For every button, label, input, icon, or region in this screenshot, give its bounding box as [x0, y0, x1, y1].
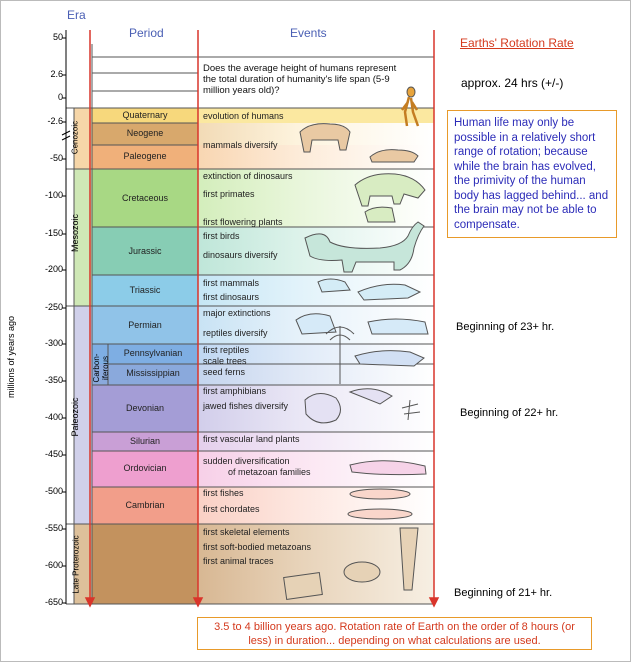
sauropod-icon	[305, 222, 424, 272]
tick-label: -2.6	[47, 116, 63, 126]
event-item: first dinosaurs	[203, 292, 260, 302]
tick-label: -450	[44, 449, 63, 459]
y-axis-label: millions of years ago	[6, 315, 16, 399]
era-label-late-proterozoic: Late Proterozoic	[71, 535, 81, 594]
event-item: first vascular land plants	[203, 434, 300, 444]
period-label-mississippian: Mississippian	[126, 368, 180, 378]
scale-tree-icon	[326, 326, 354, 384]
rotation-22hr: Beginning of 22+ hr.	[460, 407, 559, 419]
tick-label: -250	[44, 302, 63, 312]
nautiloid-icon	[350, 461, 426, 475]
period-label-paleogene: Paleogene	[123, 151, 167, 161]
tick-label: -500	[44, 486, 63, 496]
era-label-mesozoic: Mesozoic	[70, 214, 80, 253]
mammal-icon	[300, 124, 418, 162]
era-label-cenozoic: Cenozoic	[70, 120, 80, 155]
period-label-pennsylvanian: Pennsylvanian	[123, 348, 183, 358]
tick-label: -50	[49, 153, 63, 163]
early-earth-rotation-note: 3.5 to 4 billion years ago. Rotation rate of Earth on the order of 8 hours (or less) in duration... depending on what calculations are used.	[197, 617, 592, 650]
event-item: first skeletal elements	[203, 527, 290, 537]
event-item: scale trees	[203, 356, 247, 366]
period-label-cambrian: Cambrian	[125, 500, 165, 510]
human-height-question: Does the average height of humans represent the total duration of humanity's life span (5-9 million years old)?	[203, 63, 397, 96]
tick-label: -400	[44, 412, 63, 422]
event-item: first primates	[203, 189, 255, 199]
tick-label: -600	[44, 560, 63, 570]
period-label-jurassic: Jurassic	[128, 246, 162, 256]
header-period: Period	[129, 26, 164, 40]
tick-label: -350	[44, 375, 63, 385]
event-item: dinosaurs diversify	[203, 250, 278, 260]
reptile-icon	[318, 279, 420, 300]
human-figure-icon	[402, 87, 418, 126]
event-item: first soft-bodied metazoans	[203, 542, 312, 552]
event-item: first mammals	[203, 278, 259, 288]
event-item: mammals diversify	[203, 140, 278, 150]
event-item: of metazoan families	[228, 467, 311, 477]
tick-label: -100	[44, 190, 63, 200]
rotation-approx-24: approx. 24 hrs (+/-)	[461, 76, 564, 90]
event-item: first amphibians	[203, 386, 267, 396]
human-life-note: Human life may only be possible in a relatively short range of rotation; because while the brain has evolved, the primivity of the human body has lagged behind... and the brain may not be able to compensate.	[447, 110, 617, 238]
period-label-silurian: Silurian	[129, 436, 160, 446]
amphibian-icon	[355, 351, 424, 366]
event-item: first reptiles	[203, 345, 250, 355]
period-label-permian: Permian	[128, 320, 162, 330]
tick-label: -550	[44, 523, 63, 533]
trilobite-icon	[348, 489, 412, 519]
event-item: reptiles diversify	[203, 328, 268, 338]
proterozoic-fossil-icon	[284, 528, 418, 599]
event-item: first fishes	[203, 488, 244, 498]
fish-icon	[305, 389, 420, 423]
event-item: first flowering plants	[203, 217, 283, 227]
event-item: first birds	[203, 231, 240, 241]
period-label-neogene: Neogene	[126, 128, 164, 138]
era-label-carboniferous: Carbon-iferous	[92, 353, 110, 383]
header-events: Events	[290, 26, 327, 40]
period-label-triassic: Triassic	[129, 285, 161, 295]
event-item: major extinctions	[203, 308, 271, 318]
period-label-quaternary: Quaternary	[122, 110, 168, 120]
event-item: evolution of humans	[203, 111, 284, 121]
event-item: first animal traces	[203, 556, 274, 566]
header-era: Era	[67, 8, 86, 22]
event-item: sudden diversification	[203, 456, 290, 466]
period-label-ordovician: Ordovician	[123, 463, 167, 473]
tick-label: -300	[44, 338, 63, 348]
tick-label: 0	[57, 92, 63, 102]
period-label-cretaceous: Cretaceous	[121, 193, 169, 203]
tick-label: -200	[44, 264, 63, 274]
header-rotation-rate: Earths' Rotation Rate	[460, 36, 574, 50]
era-label-paleozoic: Paleozoic	[70, 397, 80, 437]
event-item: extinction of dinosaurs	[203, 171, 293, 181]
event-item: first chordates	[203, 504, 260, 514]
dinosaur-icon	[355, 174, 425, 222]
tick-label: 2.6	[50, 69, 63, 79]
rotation-23hr: Beginning of 23+ hr.	[456, 321, 555, 333]
event-item: jawed fishes diversify	[203, 401, 289, 411]
tick-label: -150	[44, 228, 63, 238]
period-label-devonian: Devonian	[125, 403, 165, 413]
tick-label: -650	[44, 597, 63, 607]
rotation-21hr: Beginning of 21+ hr.	[454, 587, 553, 599]
permian-reptile-icon	[296, 314, 428, 334]
tick-label: 50	[52, 32, 63, 42]
event-item: seed ferns	[203, 367, 246, 377]
